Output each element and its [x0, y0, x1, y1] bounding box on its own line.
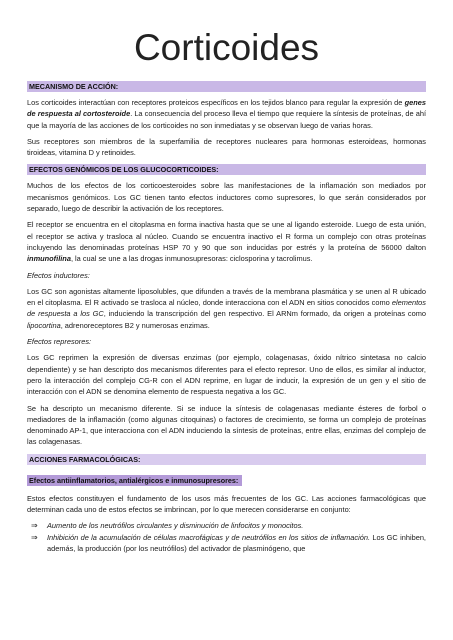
paragraph: Se ha descripto un mecanismo diferente. Si se induce la síntesis de colagenasas mediante ésteres de forbol o mediadores de la inflamación (como algunas citoquinas) o factores de crecimiento, se forma un complejo de proteínas denominado AP-1, que interacciona con el ADN induciendo la síntesis de proteínas, entre ellas, enzimas del complejo de las colagenasas.	[27, 403, 426, 447]
paragraph: Los corticoides interactúan con receptores proteicos específicos en los tejidos blanco para regular la expresión de genes de respuesta al cortosteroide. La consecuencia del proceso lleva el tiempo que requiere la síntesis de proteínas, de ahí que la mayoría de las acciones de los corticoides no son inmediatas y se observan luego de varias horas.	[27, 98, 427, 130]
section-heading-acciones: ACCIONES FARMACOLÓGICAS:	[27, 454, 426, 465]
paragraph: Los GC reprimen la expresión de diversas enzimas (por ejemplo, colagenasas, óxido nítrico sintetasa no calcio dependiente) y se han descripto dos mecanismos diferentes para el efecto represor. Uno de ellos, es similar al inductor, pero la interacción del complejo CG-R con el ADN reprime, en lugar de inducir, la expresión de un gen y el sitio de interacción con el ADN se denomina elemento de respuesta negativa a los GC.	[27, 353, 426, 397]
paragraph: Los GC son agonistas altamente liposolubles, que difunden a través de la membrana plasmática y se unen al R ubicado en el citoplasma. El R activado se trasloca al núcleo, donde interacciona con el ADN en sitios conocidos como elementos de respuesta a los GC, induciendo la transcripción del gen respectivo. El ARNm formado, da origen a proteínas como lipocortina, adrenoreceptores B2 y numerosas enzimas.	[27, 286, 426, 330]
effects-list	[27, 520, 426, 554]
subsection-label-represores: Efectos represores:	[27, 337, 92, 347]
arrow-icon: ⇒	[31, 532, 38, 542]
list-item: ⇒ Inhibición de la acumulación de células macrofágicas y de neutrófilos en los sitios de inflamación. Los GC inhiben, además, la producción (por los neutrófilos) del activador de plasminógeno, que	[31, 532, 426, 553]
paragraph: Muchos de los efectos de los corticoesteroides sobre las manifestaciones de la inflamación son mediados por mecanismos genómicos. Los GC tienen tanto efectos inductores como supresores, lo que serán considerados por separado, luego de describir la activación de los receptores.	[27, 181, 426, 214]
paragraph: Sus receptores son miembros de la superfamilia de receptores nucleares para hormonas esteroideas, hormonas tiroideas, vitamina D y retinoides.	[27, 136, 426, 158]
list-item: ⇒ Aumento de los neutrófilos circulantes y disminución de linfocitos y monocitos.	[31, 521, 304, 531]
paragraph: El receptor se encuentra en el citoplasma en forma inactiva hasta que se une al ligando esteroide. Luego de esta unión, el receptor se activa y trasloca al núcleo. Cuando se encuentra inactivo el R forma un complejo con otras proteínas incluyendo las denominadas proteínas HSP 70 y 90 que son inducidas por estrés y la proteína de 56000 dalton inmunofilina, la cual se une a las drogas inmunosupresoras: ciclosporina y tacrolimus.	[27, 220, 426, 264]
page-title: Corticoides	[133, 27, 320, 68]
subsection-label-inductores: Efectos inductores:	[27, 270, 90, 280]
paragraph: Estos efectos constituyen el fundamento de los usos más frecuentes de los GC. Las acciones farmacológicas que determinan cada uno de estos efectos se imbrincan, por lo que merecen considerarse en conjunto:	[27, 493, 426, 515]
subsection-heading-efectos: Efectos antiinflamatorios, antialérgicos e inmunosupresores:	[27, 475, 242, 486]
section-heading-efectos-genomicos: EFECTOS GENÓMICOS DE LOS GLUCOCORTICOIDES:	[27, 164, 426, 175]
arrow-icon: ⇒	[31, 521, 38, 531]
section-heading-mecanismo: MECANISMO DE ACCIÓN:	[27, 81, 426, 92]
